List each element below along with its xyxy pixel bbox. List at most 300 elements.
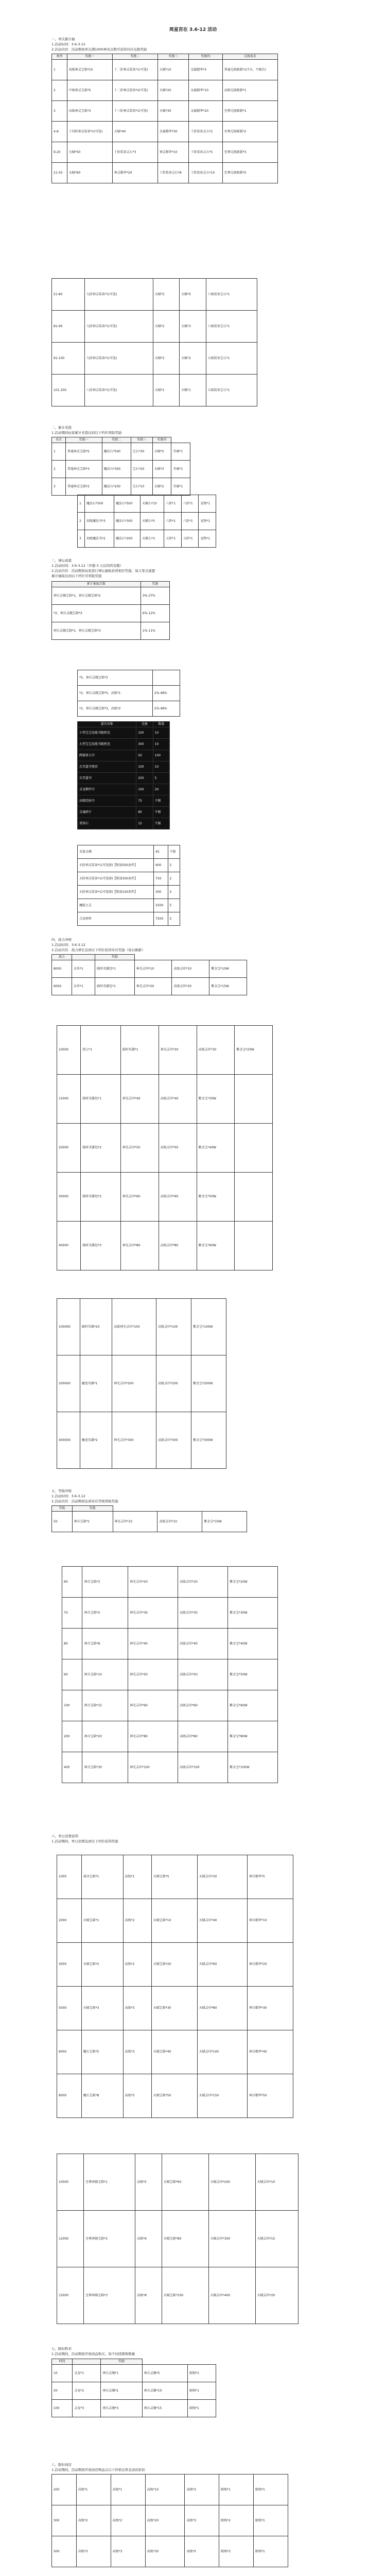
- table-cell: 限购*3: [219, 2536, 254, 2567]
- table-cell: 高级*8: [135, 2267, 162, 2324]
- table-cell: 高级灵印*50: [159, 1124, 197, 1173]
- section4-desc: 2.活动内容：战力增长达到以下档位获得对应奖励（每日刷新）: [51, 948, 145, 952]
- table-cell: 神光灵印*10: [134, 960, 172, 978]
- table-cell: 4-8: [52, 122, 67, 142]
- table-cell: 限购*1: [254, 2536, 288, 2567]
- table-cell: 金币*1: [72, 978, 95, 995]
- table-cell: 紫金宝*80W: [228, 1721, 278, 1752]
- table-cell: 初级魔法书*2: [85, 530, 114, 548]
- table-cell: 神光灵印*20: [128, 1567, 178, 1598]
- table-cell: 天赋宝箱*60: [162, 2154, 208, 2211]
- table-row: [62, 1690, 278, 1721]
- table-cell: 六阶*1: [164, 513, 182, 530]
- table-header-row: [52, 582, 170, 587]
- table-row: [52, 279, 257, 311]
- table-header-cell: 累计抽取次数: [52, 582, 141, 587]
- table-cell: 50: [52, 1512, 73, 1532]
- table-cell: 宝石*10: [131, 478, 152, 496]
- table-cell: 神光灵印*20: [134, 978, 172, 995]
- section3-heading: 三、神坛成就: [51, 558, 72, 563]
- table-cell: 灵宠*3: [73, 2400, 101, 2417]
- table-cell: 紫金宝*30W: [228, 1598, 278, 1629]
- table-cell: 天赋宝箱*10: [151, 1899, 197, 1943]
- table-cell: 高级灵印*100: [156, 1299, 191, 1355]
- table-cell: 3%-37%: [141, 587, 169, 605]
- table-row: [52, 60, 278, 80]
- table-cell: 高级*3: [111, 2536, 145, 2567]
- table-cell: 60: [62, 1567, 82, 1598]
- table-cell: 天赋*30: [157, 101, 189, 122]
- table-cell: *5，神兵灵魄宝箱*3: [78, 670, 153, 686]
- table-cell: 玄冥道书残页: [78, 761, 136, 773]
- table-cell: 300: [154, 886, 168, 899]
- table-row: [52, 2365, 216, 2382]
- table-cell: [152, 670, 180, 686]
- table-cell: 12000: [57, 2211, 84, 2267]
- table-row: [62, 1721, 278, 1752]
- table-cell: 至尊神器宝箱*1: [84, 2154, 135, 2211]
- table-cell: 3: [78, 530, 85, 548]
- table-cell: 魔石宝箱*5: [81, 2030, 123, 2074]
- table-cell: 魔龙英雄*2: [80, 1412, 112, 1469]
- table-cell: 紫金宝*40W: [197, 1124, 235, 1173]
- table-row: [52, 2505, 288, 2536]
- table-cell: 神兵宝箱*20: [82, 1721, 128, 1752]
- table-cell: 天赋*5: [180, 279, 206, 311]
- table-cell: 神光灵印*50: [120, 1124, 159, 1173]
- table-row: [52, 375, 257, 406]
- table-cell: 高级灵印*50: [178, 1659, 228, 1690]
- table-cell: 小型宝宝技能书随机包: [78, 727, 136, 739]
- table-cell: 高级*5: [135, 2154, 162, 2211]
- table-row: [52, 960, 247, 978]
- table-cell: 九阶神灵装备*1(可选): [84, 311, 153, 343]
- table-header-cell: 奖励一: [65, 437, 102, 443]
- table-cell: 高级灵印*80: [178, 1721, 228, 1752]
- table-cell: 100000: [57, 1299, 80, 1355]
- table-cell: 天赋*2: [180, 343, 206, 375]
- table-cell: 80: [62, 1629, 82, 1659]
- table-cell: 坐骑*1: [171, 461, 190, 478]
- table-row: [62, 1752, 278, 1783]
- table-cell: 5: [168, 899, 180, 912]
- table-cell: 神兵灵魄*15: [142, 2400, 187, 2417]
- table-cell: 紫金宝*20W: [235, 1026, 273, 1075]
- table-cell: 临时英雄包*2: [81, 1124, 121, 1173]
- table-cell: [235, 1173, 273, 1222]
- table-cell: 坐骑*1: [171, 443, 190, 461]
- table-cell: 临时英雄*20: [80, 1299, 112, 1355]
- table-cell: 高级灵印*60: [159, 1173, 197, 1222]
- table-cell: 天赋灵印*20: [197, 1855, 247, 1899]
- table-cell: 天赋石*5: [141, 513, 164, 530]
- table-cell: 五级装备宝石*1: [206, 343, 257, 375]
- table-cell: 300: [52, 2505, 77, 2536]
- table-cell: 大型宝宝技能书随机包: [78, 739, 136, 750]
- table-cell: 90: [62, 1659, 82, 1690]
- table-cell: 神兵精华*5: [247, 1855, 293, 1899]
- table-row: [78, 912, 180, 926]
- table-cell: 15000: [57, 2267, 84, 2324]
- table-cell: 101-200: [52, 375, 85, 406]
- table-row: [78, 773, 170, 784]
- table-cell: 天赋*10: [157, 60, 189, 80]
- table-cell: 魔法石*200: [114, 530, 140, 548]
- table-cell: 200000: [57, 1355, 80, 1412]
- table-cell: 3: [52, 478, 66, 496]
- table-cell: 高级*30: [145, 2536, 185, 2567]
- table-header-cell: 战力: [52, 955, 72, 960]
- table-cell: 紫金宝*60W: [197, 1222, 235, 1270]
- table-header-cell: 兑换: [136, 722, 153, 727]
- table-header-cell: 数量: [153, 722, 169, 727]
- table-cell: 神兵灵魄*1: [101, 2365, 142, 2382]
- table-cell: 神光灵印*300: [112, 1412, 156, 1469]
- table-cell: 紫金宝*10W: [202, 1512, 247, 1532]
- table-row: [57, 1412, 226, 1469]
- table-cell: 普通神灵宝箱*3: [65, 461, 102, 478]
- table-row: [52, 622, 170, 640]
- table-cell: 神兵宝箱*15: [82, 1690, 128, 1721]
- table-cell: 40000: [57, 1222, 81, 1270]
- table-row: [78, 513, 216, 530]
- table-cell: *2，神兵灵魄宝箱*3: [52, 605, 141, 622]
- table-row: [57, 1026, 273, 1075]
- table-spend-1: [57, 1855, 293, 2118]
- table-row: [57, 2030, 293, 2074]
- table-row: [52, 443, 190, 461]
- table-cell: 10000: [57, 1026, 81, 1075]
- table-row: [78, 872, 180, 886]
- table-cell: [235, 1075, 273, 1124]
- table-cell: 8000: [57, 2074, 82, 2118]
- table-cell: 十阶装备灵石*8: [157, 163, 189, 183]
- table-shop: [77, 721, 170, 829]
- table-cell: 200: [52, 2475, 77, 2505]
- table-cell: 天赋灵印*400: [208, 2267, 255, 2324]
- table-cell: 灵宠*2: [73, 2382, 101, 2400]
- table-cell: 高级*3: [123, 2030, 151, 2074]
- table-row: [78, 761, 170, 773]
- table-cell: 高级*3: [76, 2536, 111, 2567]
- table-cell: 50: [136, 750, 153, 761]
- table-cell: 1: [52, 443, 66, 461]
- table-row: [52, 311, 257, 343]
- table-cell: 91-100: [52, 343, 85, 375]
- table-cell: 十三阶神灵装备*1(可选): [112, 101, 157, 122]
- table-row: [57, 1075, 273, 1124]
- table-cell: 天赋*3: [180, 311, 206, 343]
- section6-heading: 六、单日消费返利: [51, 1834, 78, 1838]
- table-cell: 高级*2: [111, 2505, 145, 2536]
- table-cell: 八阶神灵装备*1(可选): [84, 375, 153, 406]
- section3-note: 累计抽取达到以下档位可领取奖励: [51, 574, 102, 578]
- table-cell: 限购*1: [188, 2365, 216, 2382]
- table-cell: 30000: [57, 1173, 81, 1222]
- table-row: [52, 2536, 288, 2567]
- table-row: [52, 80, 278, 101]
- table-cell: 天赋灵印*60: [197, 1943, 247, 1987]
- table-header-cell: 奖励三: [157, 54, 189, 60]
- table-header-cell: 道具名称: [78, 722, 136, 727]
- table-cell: 神兵宝箱*8: [82, 1629, 128, 1659]
- table-cell: 300: [136, 739, 153, 750]
- section2-desc: 1.活动期间玩家累计充值达到以下档位领取奖励: [51, 431, 122, 435]
- table-row: [78, 795, 170, 807]
- table-cell: 高级*5: [185, 2536, 219, 2567]
- table-cell: 至尊兑换限制*5: [222, 163, 277, 183]
- table-cell: 高级灵印*10: [172, 960, 209, 978]
- table-cell: 400: [62, 1752, 82, 1783]
- table-cell: 六阶*1: [181, 513, 199, 530]
- table-cell: 高级*1: [111, 2475, 145, 2505]
- table-cell: 5: [168, 912, 180, 926]
- table-cell: 高级*5: [123, 2074, 151, 2118]
- section1-heading: 一、单次累计抽: [51, 37, 75, 41]
- table-cell: 天阶神灵装备*1(可选择)【附加300条件】: [78, 872, 154, 886]
- table-level-2: [62, 1566, 278, 1783]
- table-cell: 紫金宝*100W: [228, 1752, 278, 1783]
- table-header-row: [52, 1506, 247, 1512]
- table-row: [78, 495, 216, 513]
- table-cell: 神兵灵魄*10: [142, 2382, 187, 2400]
- table-cell: 2: [168, 886, 180, 899]
- table-cell: 100: [136, 761, 153, 773]
- table-cell: 高级*20: [145, 2505, 185, 2536]
- table-cell: 50: [52, 2382, 73, 2400]
- table-header-cell: 奖励: [95, 955, 135, 960]
- table-cell: 神兵灵魄宝箱*1，神兵灵魄宝箱*2: [52, 587, 141, 605]
- table-cell: 紫金宝*40W: [228, 1629, 278, 1659]
- table-row: [57, 1855, 293, 1899]
- table-cell: 神兵灵魄*2: [101, 2382, 142, 2400]
- table-cell: 高级*3: [123, 1987, 151, 2030]
- table-cell: 宝石*30: [131, 443, 152, 461]
- table-cell: 2: [168, 859, 180, 872]
- table-cell: 神兵灵魄*5: [142, 2365, 187, 2382]
- table-cell: 神光灵印*10: [113, 1512, 157, 1532]
- table-cell: *2，神兵灵魄宝箱*3，高级*2: [78, 701, 153, 717]
- table-cell: 灵宠羁绊丹: [78, 784, 136, 795]
- table-row: [52, 2382, 216, 2400]
- table-cell: 天赋*5: [152, 443, 171, 461]
- table-cell: 紫金宝*50W: [228, 1659, 278, 1690]
- section5-heading: 五、等级冲榜: [51, 1489, 72, 1493]
- table-cell: 9000: [52, 978, 72, 995]
- table-row: [57, 1987, 293, 2030]
- table-cell: 天赋灵印*40: [197, 1899, 247, 1943]
- table-cell: 15000: [57, 1075, 81, 1124]
- table-header-cell: 奖励四: [189, 54, 222, 60]
- table-cell: 1%-11%: [141, 622, 169, 640]
- table-header-cell: 奖励二: [112, 54, 157, 60]
- table-cell: 高级*2: [76, 2505, 111, 2536]
- table-cell: 九阶神灵装备*1(可选): [84, 279, 153, 311]
- table-row: [62, 1598, 278, 1629]
- section1-time: 1.活动时间：3.6-3.12: [51, 42, 85, 46]
- table-cell: 2500: [154, 899, 168, 912]
- table-cell: 高级*1: [123, 1855, 151, 1899]
- table-cell: 不限: [153, 818, 169, 829]
- table-header-cell: 奖励: [72, 1506, 113, 1512]
- table-cell: 金属精华*30: [157, 122, 189, 142]
- table-cell: 十阶装备灵石*3: [112, 142, 157, 163]
- table-row: [52, 163, 278, 183]
- table-cell: 限购*1: [188, 2400, 216, 2417]
- table-cell: 2%-48%: [152, 686, 180, 701]
- section6-desc: 1.活动期间，单日消费达到以下档位获得奖励: [51, 1839, 118, 1843]
- table-cell: 魔法石*300: [102, 461, 131, 478]
- table-header-cell: [73, 2359, 101, 2365]
- table-row: [57, 1299, 226, 1355]
- table-cell: 充值金额: [78, 845, 154, 859]
- table-row: [52, 461, 190, 478]
- table-cell: 1: [78, 495, 85, 513]
- table-cell: 十四阶神灵装备*1(可选): [67, 122, 112, 142]
- table-cell: 天赋宝箱*30: [151, 1987, 197, 2030]
- table-cell: 500: [52, 2536, 77, 2567]
- table-cell: 神光灵印*50: [128, 1659, 178, 1690]
- table-cell: 高级灵印*80: [159, 1222, 197, 1270]
- table-cell: 21-50: [52, 163, 67, 183]
- page-title: 周星宫在 3.6-12 活动: [169, 27, 217, 32]
- table-cell: 魔龙英雄*1: [80, 1355, 112, 1412]
- table-recharge-1: [51, 437, 190, 496]
- table-cell: 1000: [57, 1855, 82, 1899]
- table-row: [57, 2211, 299, 2267]
- table-row: [52, 978, 247, 995]
- table-cell: 天赋*2: [153, 343, 180, 375]
- table-cell: 神兵宝箱*5: [82, 1598, 128, 1629]
- section5-time: 1.活动时间：3.6-3.12: [51, 1494, 85, 1498]
- table-cell: 天赋*3: [152, 461, 171, 478]
- table-cell: 10: [153, 727, 169, 739]
- table-cell: 六阶*1: [181, 495, 199, 513]
- table-cell: 魔法石*500: [114, 495, 140, 513]
- table-cell: 天赋灵印*150: [197, 2074, 247, 2118]
- table-cell: 15: [136, 818, 153, 829]
- table-cell: 100: [62, 1690, 82, 1721]
- table-cell: 高级灵印*40: [159, 1075, 197, 1124]
- table-row: [57, 1899, 293, 1943]
- table-cell: 天赋宝箱*40: [151, 2030, 197, 2074]
- table-cell: 五级装备宝石*1: [206, 375, 257, 406]
- table-cell: 高级灵印*300: [156, 1412, 191, 1469]
- table-cell: 神光灵印*80: [120, 1222, 159, 1270]
- table-cell: 六级装备宝石*1: [206, 279, 257, 311]
- table-limited-shop: [51, 2474, 288, 2567]
- table-cell: *2，神兵灵魄宝箱*5，高级*1: [78, 686, 153, 701]
- table-cell: 魔法石*200: [102, 478, 131, 496]
- table-cell: [235, 1124, 273, 1173]
- table-cell: 十阶装备灵石*5: [189, 142, 222, 163]
- table-cell: 高级*10: [145, 2475, 185, 2505]
- table-cell: 金属精华*20: [189, 101, 222, 122]
- table-row: [52, 587, 170, 605]
- table-cell: 天阶神灵装备*1(可选择)【附加100条件】: [78, 886, 154, 899]
- table-rank-rewards: [51, 278, 257, 406]
- table-row: [52, 2400, 216, 2417]
- table-cell: 至尊神器宝箱*2: [84, 2211, 135, 2267]
- table-cell: 20: [153, 784, 169, 795]
- table-header-cell: 类型: [52, 54, 67, 60]
- table-cell: 至尊兑换限制*1: [222, 101, 277, 122]
- table-cell: 高级灵印*20: [172, 978, 209, 995]
- table-cell: 8000: [52, 960, 72, 978]
- table-cell: 高级灵印*10: [157, 1512, 202, 1532]
- table-cell: 紫金宝*200W: [191, 1355, 226, 1412]
- table-power-3: [57, 1298, 226, 1469]
- table-header-row: [52, 437, 190, 443]
- table-cell: 限购*1: [219, 2475, 254, 2505]
- table-cell: 金币*1: [72, 960, 95, 978]
- table-cell: 战功宝箱*1: [81, 1855, 123, 1899]
- table-row: [62, 1629, 278, 1659]
- table-power-2: [57, 1025, 273, 1270]
- table-cell: 五阶*1: [181, 530, 199, 548]
- table-cell: 神光灵印*60: [120, 1173, 159, 1222]
- table-cell: 400000: [57, 1412, 80, 1469]
- table-cell: 灵魂碎片: [78, 807, 136, 818]
- table-cell: 天阶神灵装备*1(可选择)【附加500条件】: [78, 859, 154, 872]
- table-cell: 神兵精华*20: [247, 1943, 293, 1987]
- table-cell: 6%-12%: [141, 605, 169, 622]
- table-cell: 普通兑换限制*1(7天，不限次): [222, 60, 277, 80]
- table-cell: 天赋灵印*200: [208, 2154, 255, 2211]
- table-cell: 天赋宝箱*2: [81, 1943, 123, 1987]
- table-cell: 75: [136, 795, 153, 807]
- table-cell: 高级*2: [123, 1943, 151, 1987]
- table-cell: 坐骑*1: [171, 478, 190, 496]
- table-row: [52, 343, 257, 375]
- table-row: [52, 122, 278, 142]
- table-header-cell: 奖励: [101, 2359, 142, 2365]
- table-cell: 20000: [57, 1124, 81, 1173]
- table-cell: 十阶装备灵石*2: [189, 122, 222, 142]
- table-header-row: [52, 955, 247, 960]
- table-cell: 魔法石*500: [102, 443, 131, 461]
- table-cell: 临时英雄*1: [120, 1026, 159, 1075]
- table-cell: 神兵灵魄*3: [101, 2400, 142, 2417]
- table-row: [78, 701, 180, 717]
- table-cell: 高级*3: [185, 2505, 219, 2536]
- table-row: [52, 2475, 288, 2505]
- table-cell: 2: [78, 513, 85, 530]
- table-cell: 750: [154, 872, 168, 886]
- table-cell: 7500: [154, 912, 168, 926]
- table-cell: 天赋宝箱*20: [151, 1943, 197, 1987]
- section1-desc: 2.活动内容：活动期间单次满1000神灵点数可获得对应兑换奖励: [51, 47, 147, 52]
- section8-heading: 八、限时商店: [51, 2463, 72, 2467]
- table-cell: 合成材料: [78, 912, 154, 926]
- table-cell: 不限: [168, 845, 180, 859]
- table-cell: 10: [153, 739, 169, 750]
- table-cell: 高级灵印*20: [178, 1567, 228, 1598]
- table-cell: 高级*6: [135, 2211, 162, 2267]
- table-cell: 天赋灵印*300: [208, 2211, 255, 2267]
- table-cell: 200: [62, 1721, 82, 1752]
- table-cell: 初级魔法书*3: [85, 513, 114, 530]
- table-cell: 高级灵印*30: [197, 1026, 235, 1075]
- table-cell: 指示*1: [81, 1026, 121, 1075]
- table-row: [57, 2074, 293, 2118]
- table-cell: 5000: [57, 1987, 82, 2030]
- table-header-cell: 奖励四: [152, 437, 171, 443]
- table-cell: 神光灵印*100: [128, 1752, 178, 1783]
- table-cell: 神光灵印*80: [128, 1721, 178, 1752]
- table-cell: 紫金宝*300W: [191, 1412, 226, 1469]
- table-cell: 魔能之灵: [78, 899, 154, 912]
